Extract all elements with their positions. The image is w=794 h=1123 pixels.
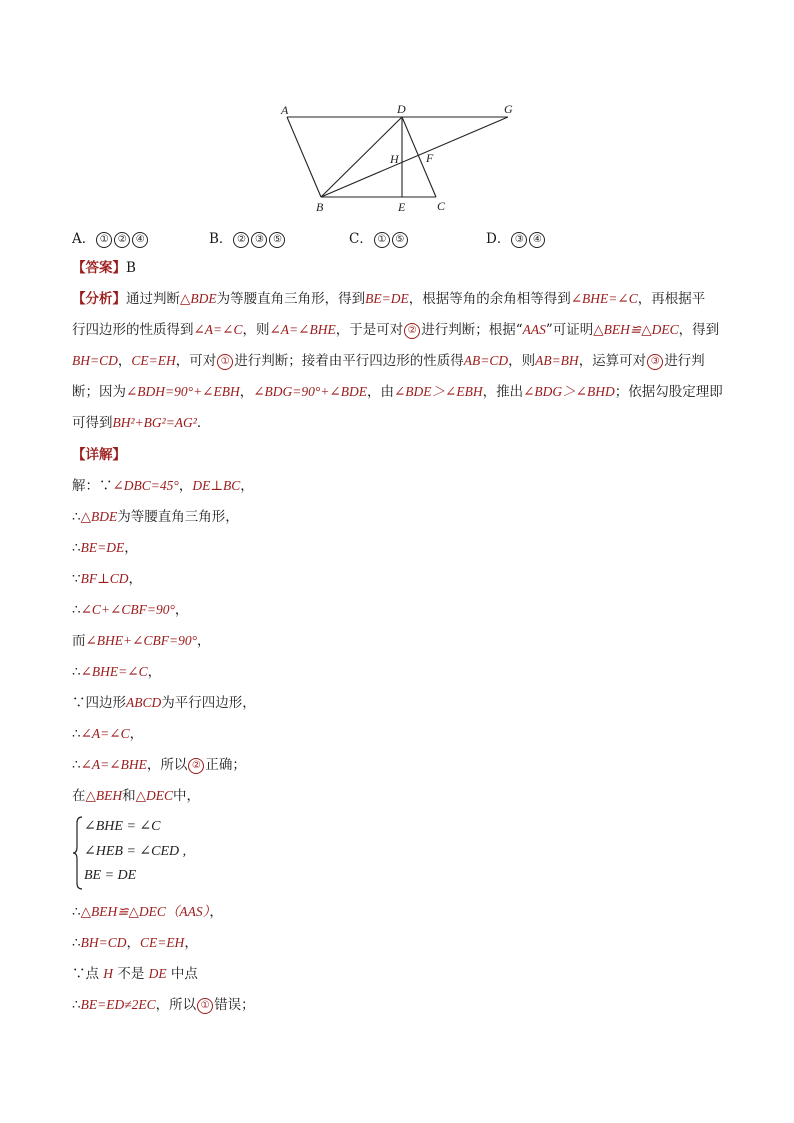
parallelogram-diagram: [270, 98, 530, 218]
detail-header-line: [72, 445, 126, 465]
detail-line-3: ∴BE=DE，: [72, 540, 138, 556]
detail-line-13: ∴BH=CD，CE=EH，: [72, 935, 198, 951]
detail-line-10: ∴∠A=∠BHE，所以 ② 正确；: [72, 757, 246, 773]
answer-header: 【答案】: [72, 260, 126, 276]
detail-line-12: ∴△BEH≌△DEC（AAS），: [72, 904, 223, 920]
equation-system: [72, 815, 272, 893]
detail-line-14: ∵点 H 不是 DE 中点: [72, 966, 198, 982]
detail-line-11: 在△BEH和△DEC中，: [72, 788, 201, 804]
option-d[interactable]: D． ③ ④: [486, 227, 546, 248]
option-a[interactable]: A． ① ② ④: [72, 227, 149, 248]
label-d: D: [397, 102, 406, 116]
option-c[interactable]: C． ① ⑤: [349, 227, 409, 248]
detail-line-4: ∵BF⊥CD，: [72, 571, 143, 587]
label-g: G: [504, 102, 513, 116]
analysis-line-3: BH=CD，CE=EH，可对 ① 进行判断；接着由平行四边形的性质得AB=CD，则AB=BH，运算可对 ③ 进行判: [72, 353, 705, 369]
detail-line-8: ∵四边形ABCD为平行四边形，: [72, 695, 256, 711]
analysis-line-5: 可得到BH²+BG²=AG²．: [72, 415, 211, 431]
label-c: C: [437, 199, 446, 213]
option-b[interactable]: B． ② ③ ⑤: [209, 227, 286, 248]
left-brace-icon: [72, 815, 84, 891]
answer-line: [72, 258, 136, 278]
label-e: E: [398, 200, 406, 214]
detail-header: 【详解】: [72, 447, 126, 463]
label-h: H: [390, 152, 399, 166]
analysis-line-4: 断；因为∠BDH=90°+∠EBH，∠BDG=90°+∠BDE，由∠BDE＞∠EBH，推出∠BDG＞∠BHD；依据勾股定理即: [72, 384, 723, 400]
detail-line-15: ∴BE=ED≠2EC，所以 ① 错误；: [72, 997, 255, 1013]
detail-line-6: 而∠BHE+∠CBF=90°，: [72, 633, 211, 649]
detail-line-7: ∴∠BHE=∠C，: [72, 664, 162, 680]
label-f: F: [426, 151, 434, 165]
answer-value: B: [126, 260, 136, 276]
detail-line-2: ∴△BDE为等腰直角三角形，: [72, 509, 239, 525]
equation-row-2: ∠HEB = ∠CED ,: [84, 844, 187, 859]
label-b: B: [316, 200, 324, 214]
geometry-figure: [270, 98, 530, 218]
detail-line-5: ∴∠C+∠CBF=90°，: [72, 602, 189, 618]
equation-row-1: ∠BHE = ∠C: [84, 819, 161, 834]
analysis-line-1: 【分析】通过判断△BDE为等腰直角三角形，得到BE=DE，根据等角的余角相等得到∠BHE=∠C，再根据平: [72, 291, 706, 307]
analysis-line-2: 行四边形的性质得到∠A=∠C，则∠A=∠BHE，于是可对 ② 进行判断；根据“AAS”可证明△BEH≌△DEC，得到: [72, 322, 720, 338]
detail-line-9: ∴∠A=∠C，: [72, 726, 144, 742]
analysis-header: 【分析】: [72, 291, 126, 307]
answer-options: [72, 227, 772, 247]
label-a: A: [281, 103, 289, 117]
segment-ab: [287, 117, 321, 197]
equation-row-3: BE = DE: [84, 868, 137, 883]
detail-line-1: 解：∵∠DBC=45°，DE⊥BC，: [72, 478, 254, 494]
segment-bg: [321, 117, 508, 197]
